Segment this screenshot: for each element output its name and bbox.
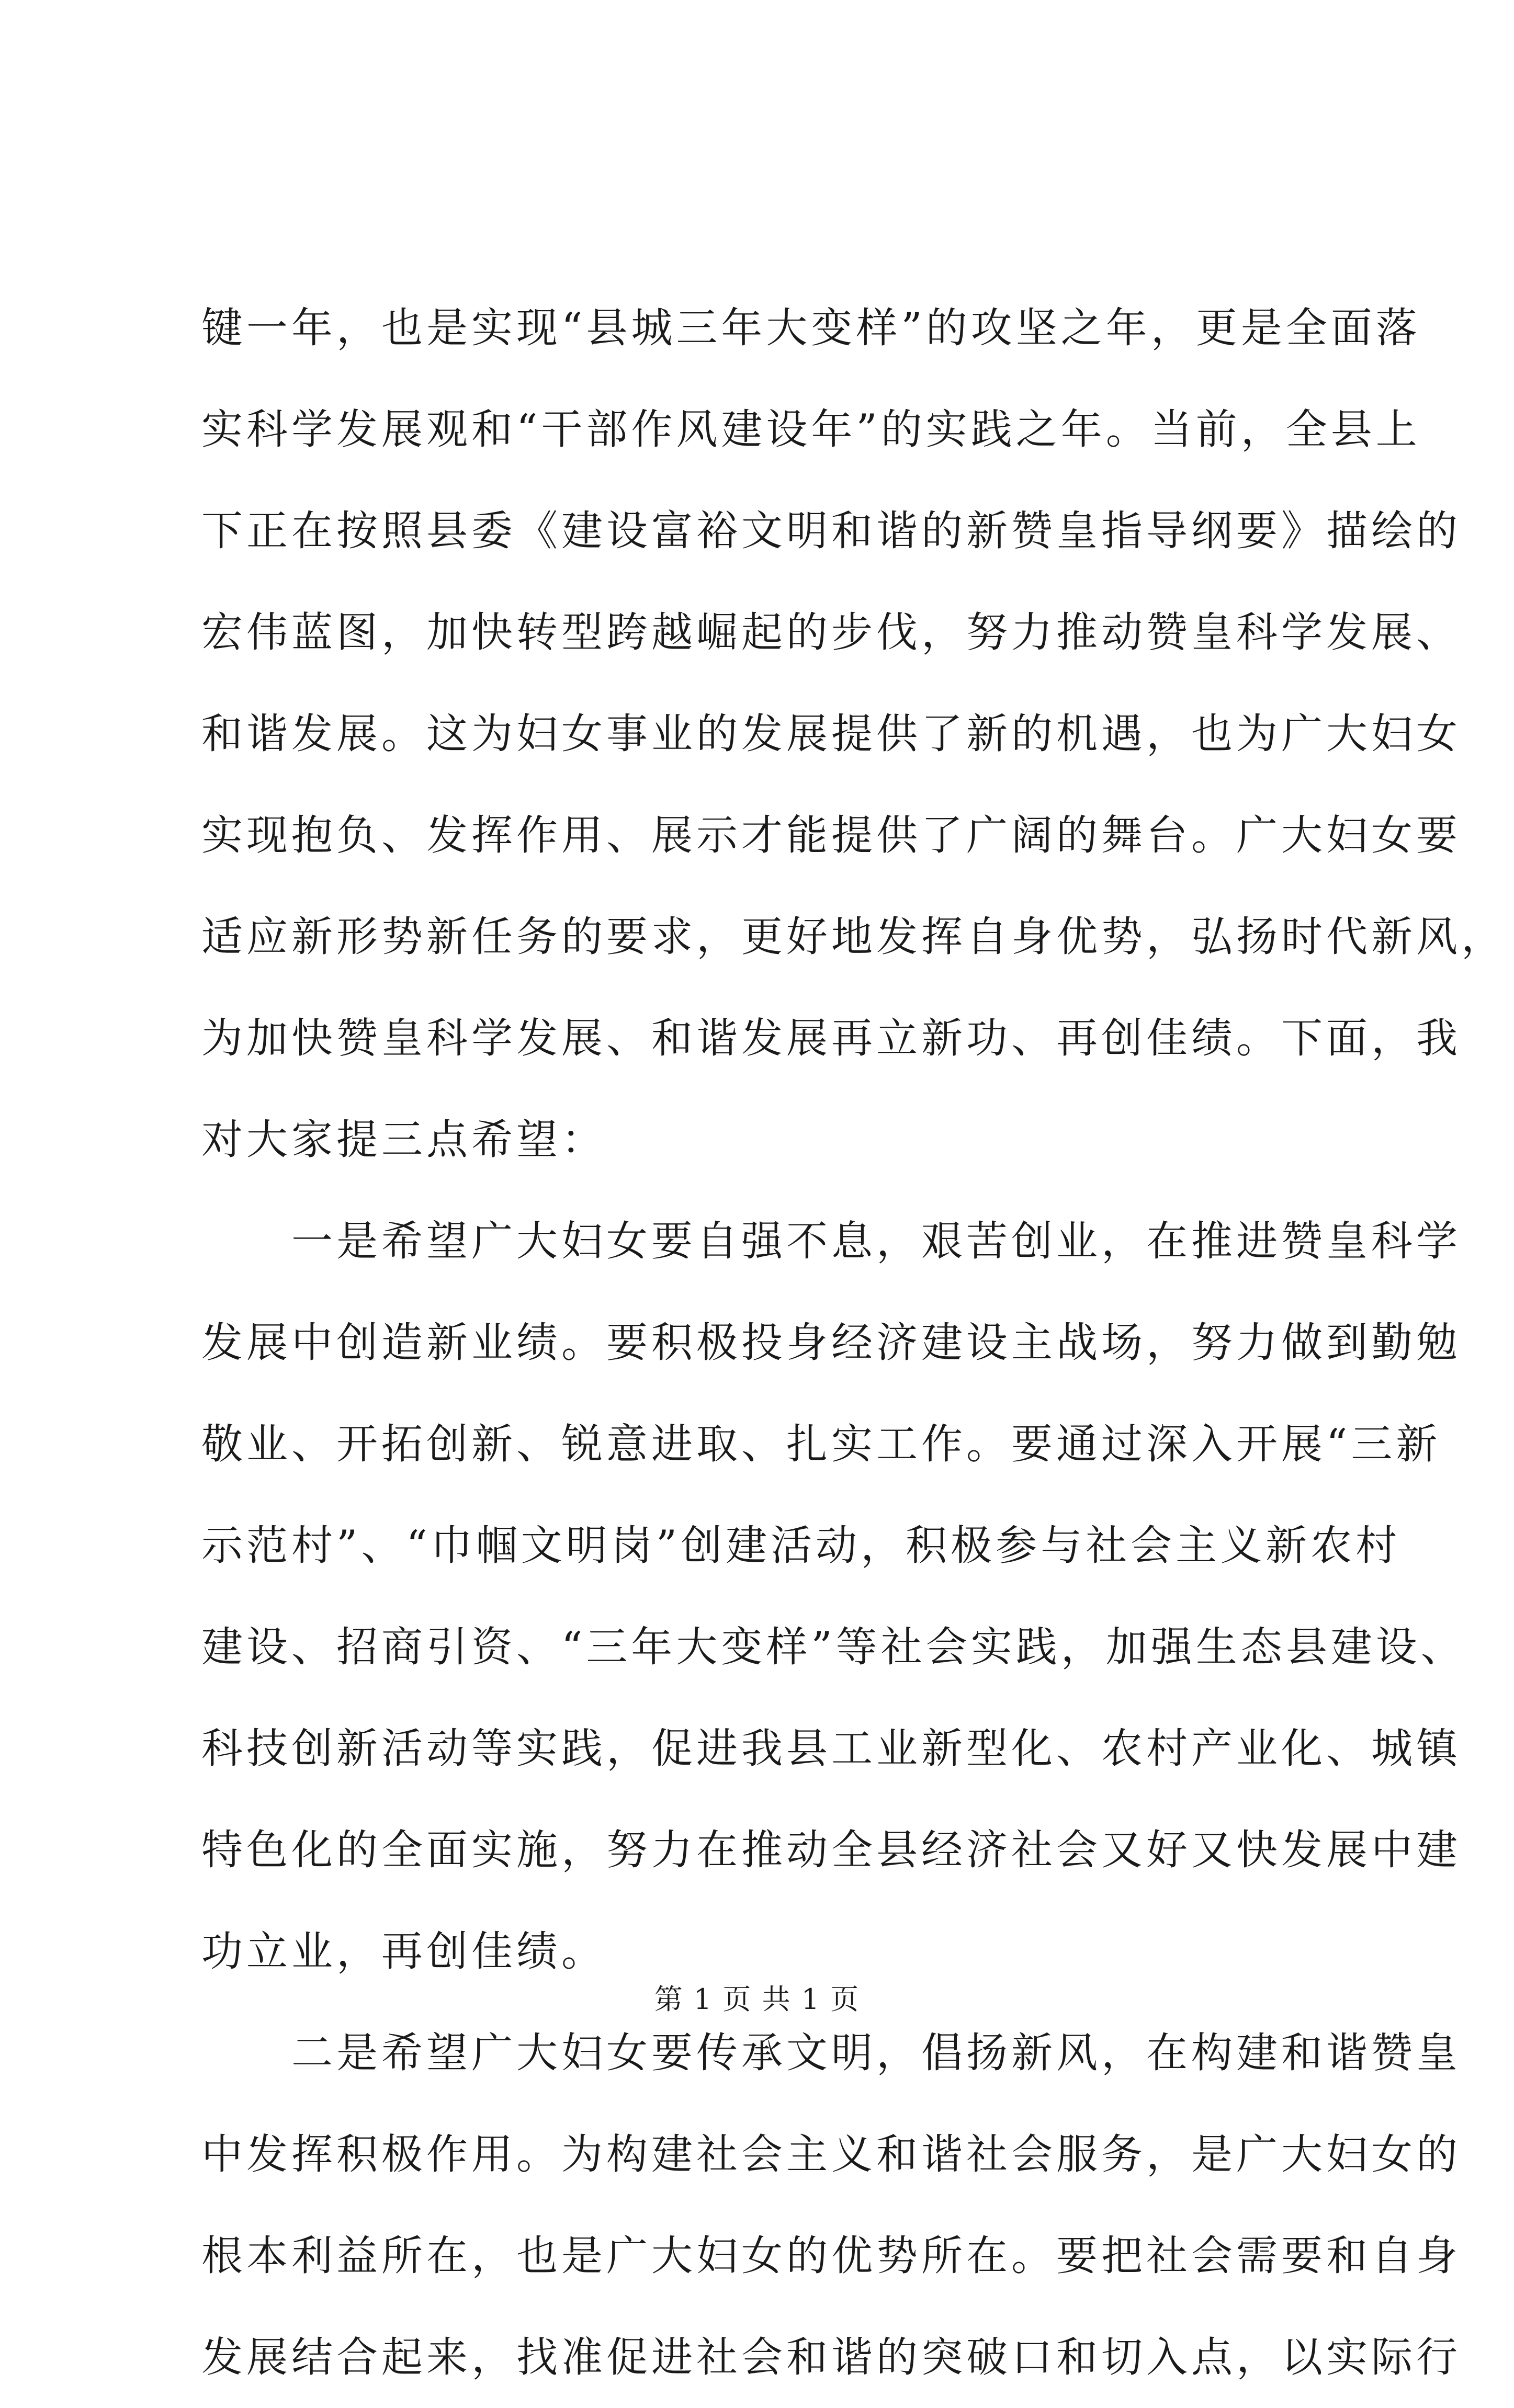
text-line: 发展中创造新业绩。要积极投身经济建设主战场，努力做到勤勉 xyxy=(201,1319,1461,1367)
text-line: 为加快赞皇科学发展、和谐发展再立新功、再创佳绩。下面，我 xyxy=(201,1014,1461,1062)
text-line: 科技创新活动等实践，促进我县工业新型化、农村产业化、城镇 xyxy=(201,1724,1461,1773)
text-line: 实科学发展观和“干部作风建设年”的实践之年。当前，全县上 xyxy=(201,405,1421,453)
text-line: 根本利益所在，也是广大妇女的优势所在。要把社会需要和自身 xyxy=(201,2232,1461,2280)
page-number: 第 1 页 共 1 页 xyxy=(654,1983,860,2016)
text-line: 适应新形势新任务的要求，更好地发挥自身优势，弘扬时代新风， xyxy=(201,913,1506,961)
text-line: 中发挥积极作用。为构建社会主义和谐社会服务，是广大妇女的 xyxy=(201,2130,1461,2178)
text-line: 建设、招商引资、“三年大变样”等社会实践，加强生态县建设、 xyxy=(201,1623,1466,1671)
text-line: 和谐发展。这为妇女事业的发展提供了新的机遇，也为广大妇女 xyxy=(201,710,1461,758)
text-line: 二是希望广大妇女要传承文明，倡扬新风，在构建和谐赞皇 xyxy=(201,2029,1461,2077)
text-line: 特色化的全面实施，努力在推动全县经济社会又好又快发展中建 xyxy=(201,1826,1461,1874)
text-line: 发展结合起来，找准促进社会和谐的突破口和切入点，以实际行 xyxy=(201,2333,1461,2381)
text-line: 下正在按照县委《建设富裕文明和谐的新赞皇指导纲要》描绘的 xyxy=(201,507,1461,555)
body-text xyxy=(201,277,1506,2408)
text-line: 一是希望广大妇女要自强不息，艰苦创业，在推进赞皇科学 xyxy=(201,1217,1461,1265)
text-line: 实现抱负、发挥作用、展示才能提供了广阔的舞台。广大妇女要 xyxy=(201,811,1461,859)
text-line: 示范村”、“巾帼文明岗”创建活动，积极参与社会主义新农村 xyxy=(201,1521,1401,1570)
text-line: 键一年，也是实现“县城三年大变样”的攻坚之年，更是全面落 xyxy=(201,304,1421,352)
text-line: 功立业，再创佳绩。 xyxy=(201,1927,606,1975)
text-line: 敬业、开拓创新、锐意进取、扎实工作。要通过深入开展“三新 xyxy=(201,1420,1441,1468)
text-line: 对大家提三点希望： xyxy=(201,1116,606,1164)
text-line: 宏伟蓝图，加快转型跨越崛起的步伐，努力推动赞皇科学发展、 xyxy=(201,608,1461,656)
